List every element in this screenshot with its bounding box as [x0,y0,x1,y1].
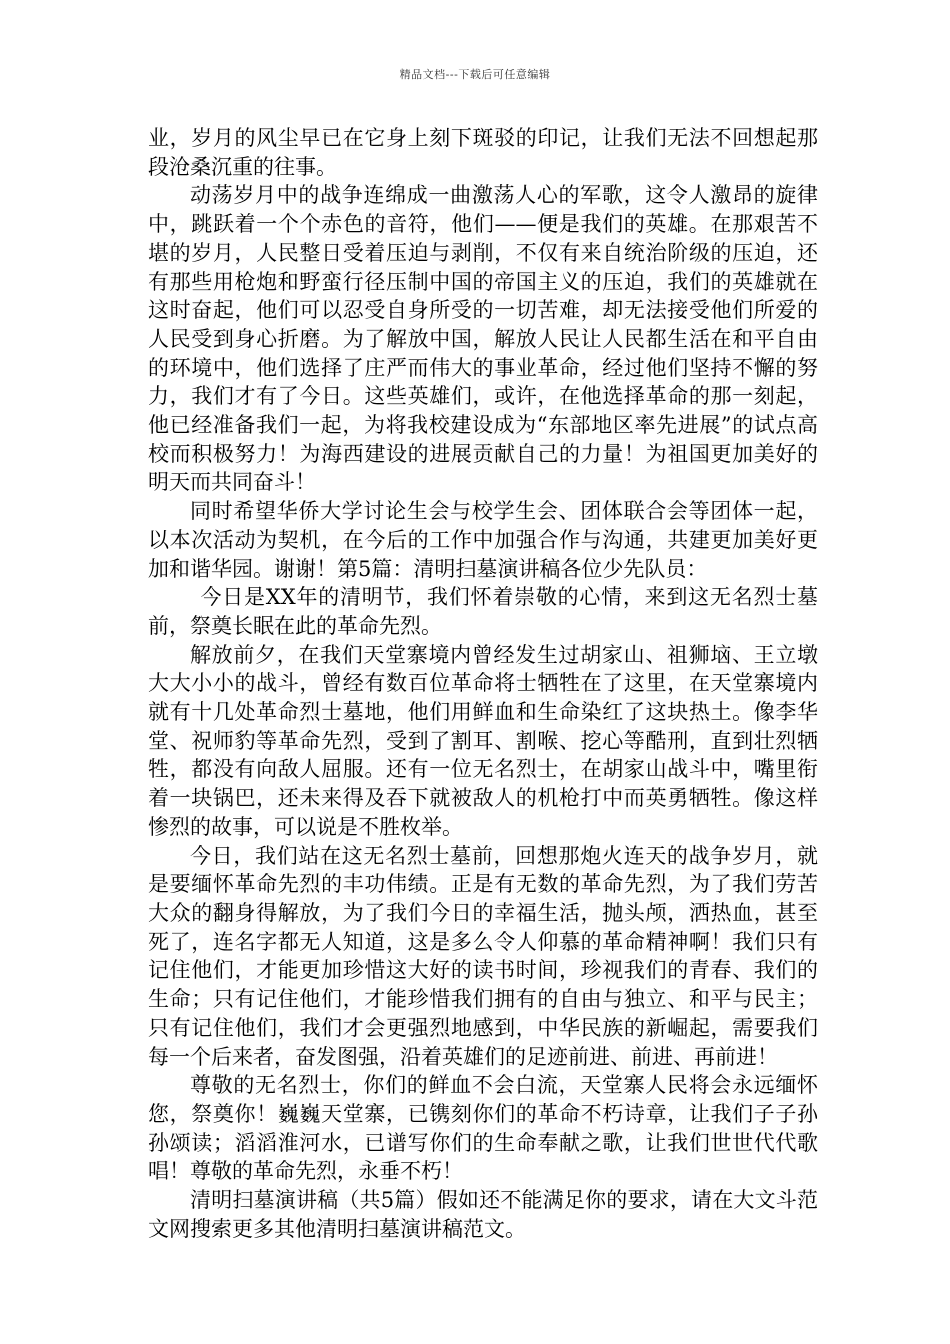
paragraph-footer-note: 清明扫墓演讲稿（共5篇）假如还不能满足你的要求，请在大文斗范文网搜索更多其他清明扫墓演讲稿范文。 [148,1188,818,1241]
paragraph-continuation: 业，岁月的风尘早已在它身上刻下斑驳的印记，让我们无法不回想起那段沧桑沉重的往事。 [148,126,818,179]
paragraph-heroes: 动荡岁月中的战争连绵成一曲激荡人心的军歌，这令人激昂的旋律中，跳跃着一个个赤色的音符，他们——便是我们的英雄。在那艰苦不堪的岁月，人民整日受着压迫与剥削，不仅有来自统治阶级的压迫，还有那些用枪炮和野蛮行径压制中国的帝国主义的压迫，我们的英雄就在这时奋起，他们可以忍受自身所受的一切苦难，却无法接受他们所爱的人民受到身心折磨。为了解放中国，解放人民让人民都生活在和平自由的环境中，他们选择了庄严而伟大的事业革命，经过他们坚持不懈的努力，我们才有了今日。这些英雄们，或许，在他选择革命的那一刻起，他已经准备我们一起，为将我校建设成为“东部地区率先进展”的试点高校而积极努力！为海西建设的进展贡献自己的力量！为祖国更加美好的明天而共同奋斗！ [148,183,818,495]
paragraph-remembrance: 今日，我们站在这无名烈士墓前，回想那炮火连天的战争岁月，就是要缅怀革命先烈的丰功伟绩。正是有无数的革命先烈，为了我们劳苦大众的翻身得解放，为了我们今日的幸福生活，抛头颅，洒热血，甚至死了，连名字都无人知道，这是多么令人仰慕的革命精神啊！我们只有记住他们，才能更加珍惜这大好的读书时间，珍视我们的青春、我们的生命；只有记住他们，才能珍惜我们拥有的自由与独立、和平与民主；只有记住他们，我们才会更强烈地感到，中华民族的新崛起，需要我们每一个后来者，奋发图强，沿着英雄们的足迹前进、前进、再前进！ [148,843,818,1069]
paragraph-qingming-intro: 今日是XX年的清明节，我们怀着崇敬的心情，来到这无名烈士墓前，祭奠长眠在此的革命先烈。 [148,585,818,638]
document-body [148,124,818,1243]
paragraph-tribute: 尊敬的无名烈士，你们的鲜血不会白流，天堂寨人民将会永远缅怀您，祭奠你！巍巍天堂寨，已镌刻你们的革命不朽诗章，让我们子子孙孙颂读；滔滔淮河水，已谱写你们的生命奉献之歌，让我们世世代代歌唱！尊敬的革命先烈，永垂不朽！ [148,1073,818,1184]
paragraph-history: 解放前夕，在我们天堂寨境内曾经发生过胡家山、祖狮垴、王立墩大大小小的战斗，曾经有数百位革命将士牺牲在了这里，在天堂寨境内就有十几处革命烈士墓地，他们用鲜血和生命染红了这块热土。像李华堂、祝师豹等革命先烈，受到了割耳、割喉、挖心等酷刑，直到壮烈牺牲，都没有向敌人屈服。还有一位无名烈士，在胡家山战斗中，嘴里衔着一块锅巴，还未来得及吞下就被敌人的机枪打中而英勇牺牲。像这样惨烈的故事，可以说是不胜枚举。 [148,642,818,839]
paragraph-closing-thanks: 同时希望华侨大学讨论生会与校学生会、团体联合会等团体一起，以本次活动为契机，在今后的工作中加强合作与沟通，共建更加美好更加和谐华园。谢谢！第5篇：清明扫墓演讲稿各位少先队员： [148,499,818,581]
page-header: 精品文档---下载后可任意编辑 [399,68,551,81]
